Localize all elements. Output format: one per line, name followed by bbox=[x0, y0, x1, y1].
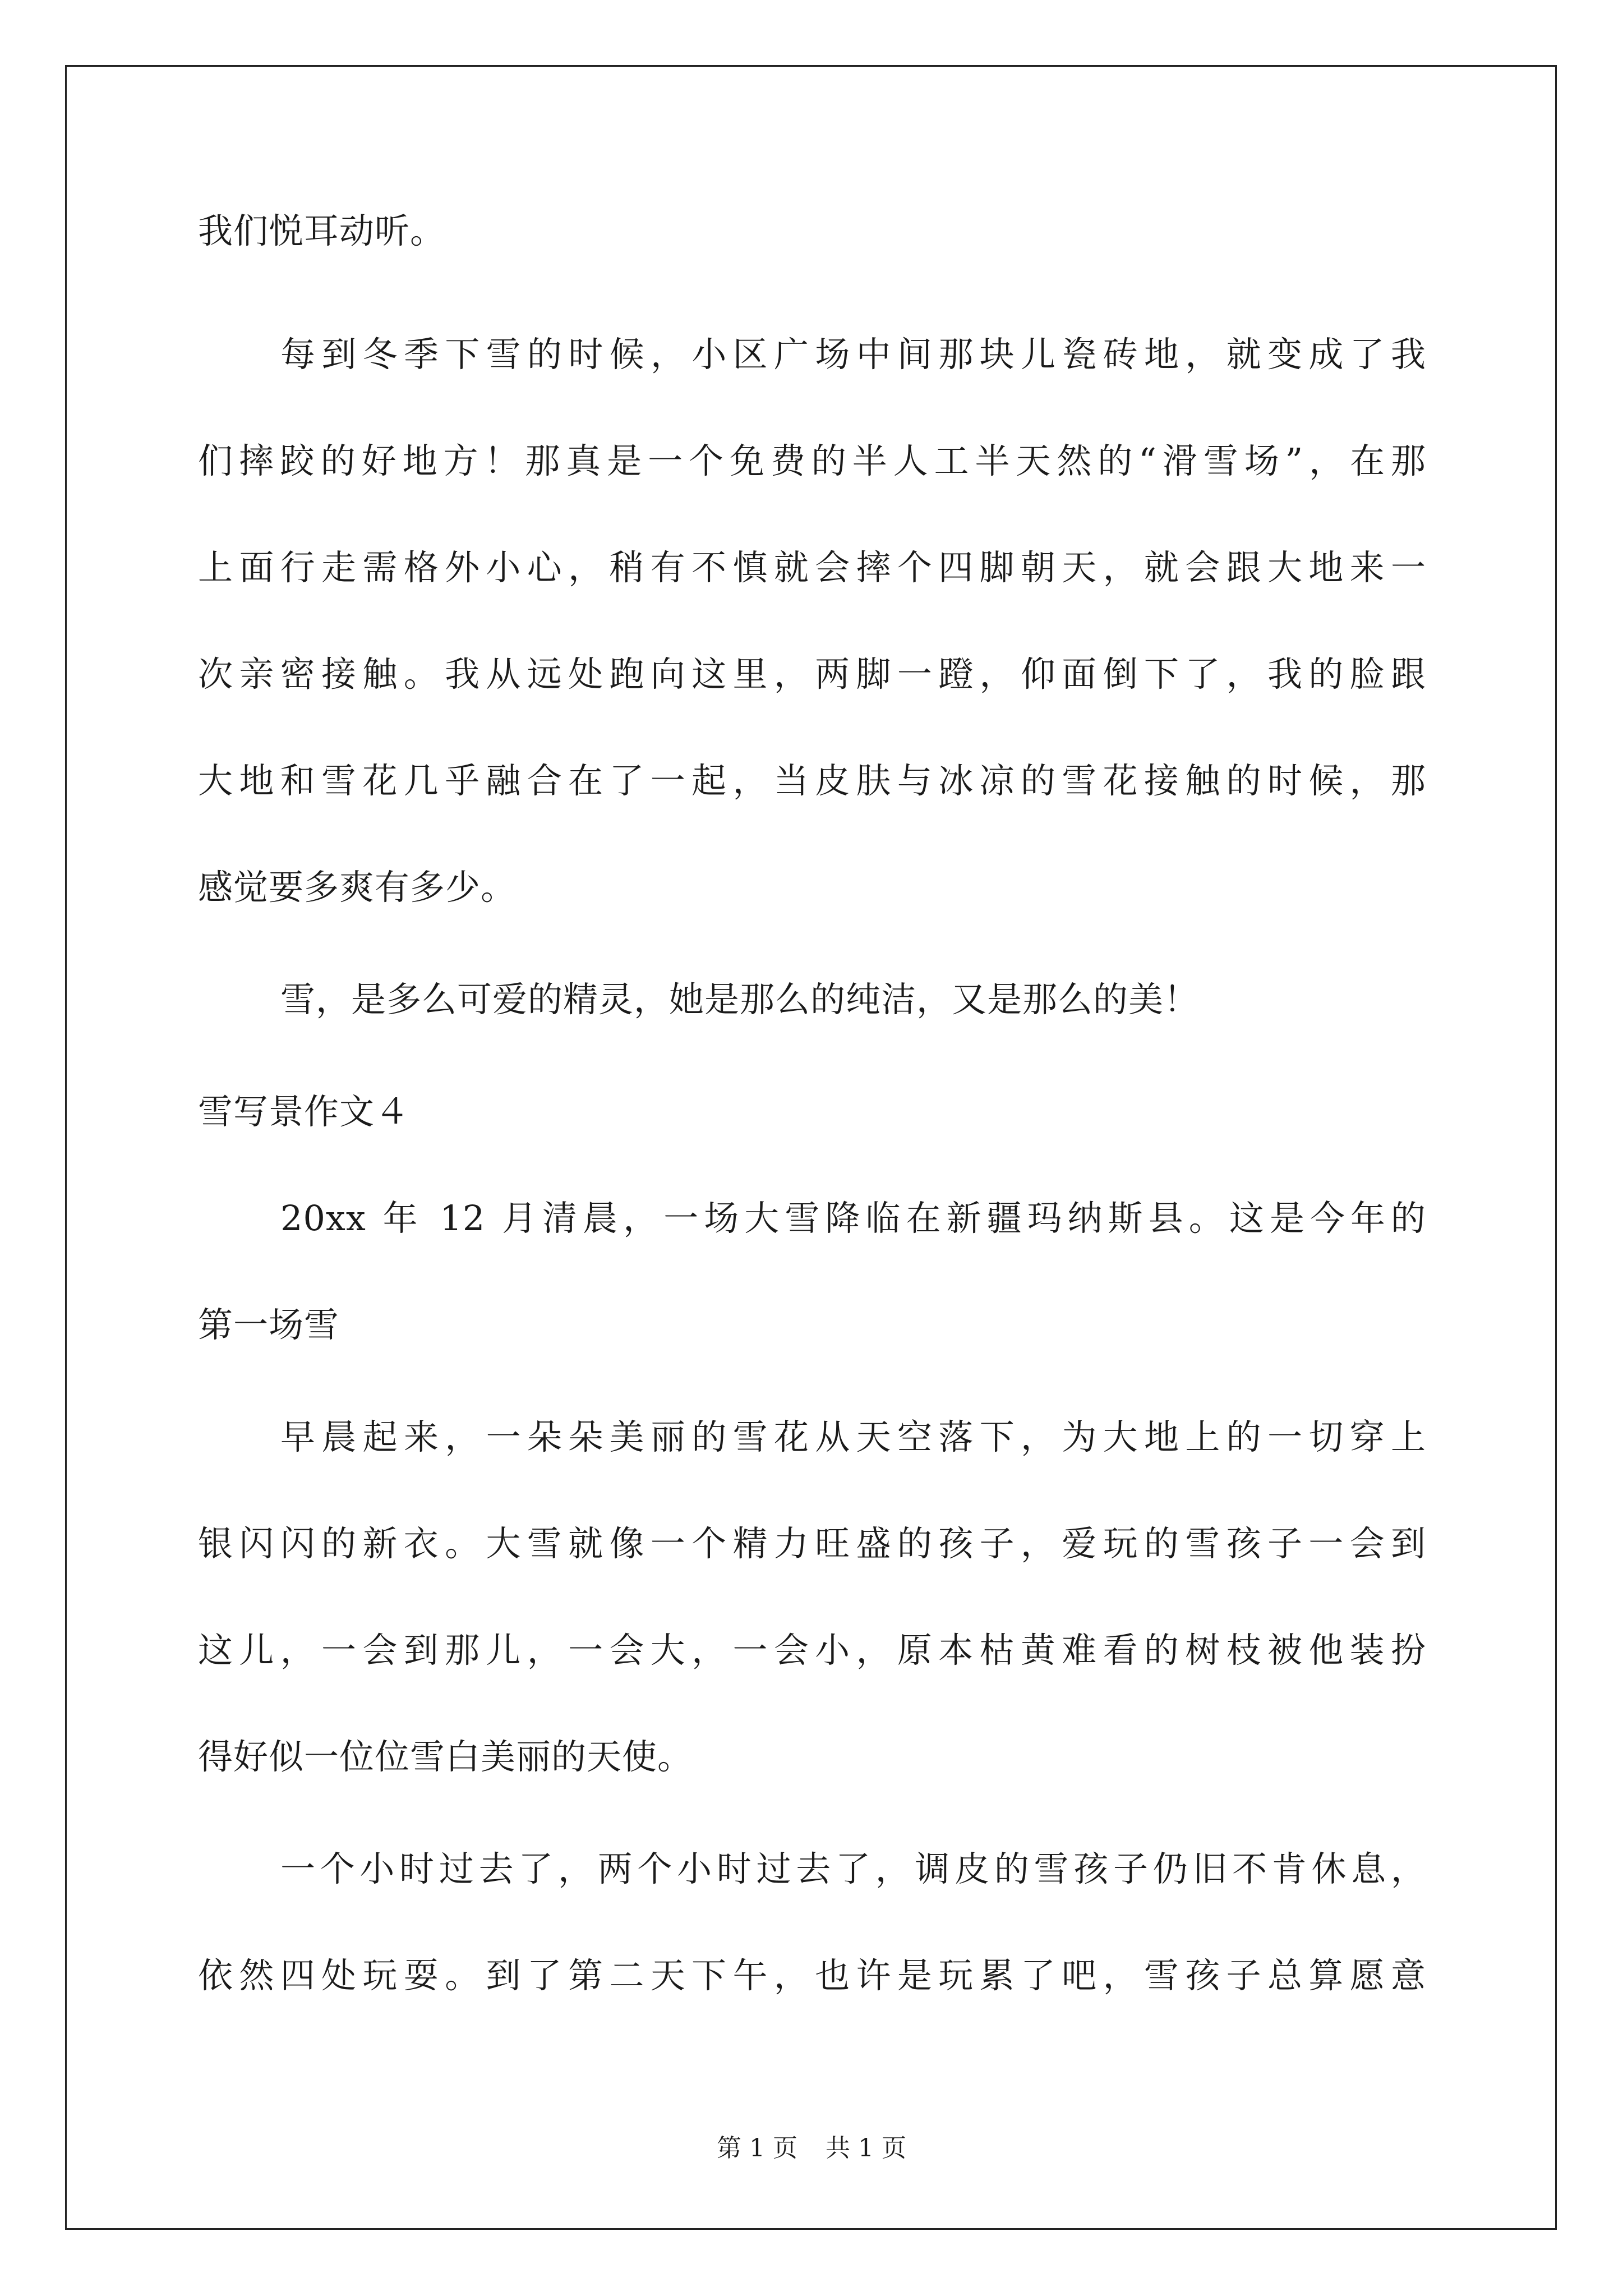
text-line: 银闪闪的新衣。大雪就像一个精力旺盛的孩子，爱玩的雪孩子一会到 bbox=[198, 1523, 1426, 1564]
text-line: 大地和雪花几乎融合在了一起，当皮肤与冰凉的雪花接触的时候，那 bbox=[198, 760, 1426, 801]
text-line: 这儿，一会到那儿，一会大，一会小，原本枯黄难看的树枝被他装扮 bbox=[198, 1630, 1426, 1671]
section-heading: 雪写景作文４ bbox=[198, 1091, 411, 1132]
paragraph-first-line: 早晨起来，一朵朵美丽的雪花从天空落下，为大地上的一切穿上 bbox=[280, 1416, 1426, 1457]
page-number: 第 1 页 bbox=[717, 2134, 797, 2162]
text-line: 感觉要多爽有多少。 bbox=[198, 867, 517, 908]
page-total: 共 1 页 bbox=[826, 2134, 906, 2162]
text-line: 依然四处玩耍。到了第二天下午，也许是玩累了吧，雪孩子总算愿意 bbox=[198, 1955, 1426, 1996]
text-line: 次亲密接触。我从远处跑向这里，两脚一蹬，仰面倒下了，我的脸跟 bbox=[198, 654, 1426, 694]
page-footer bbox=[0, 2132, 1623, 2165]
paragraph-first-line: 一个小时过去了，两个小时过去了，调皮的雪孩子仍旧不肯休息， bbox=[280, 1848, 1426, 1889]
text-line: 们摔跤的好地方！那真是一个免费的半人工半天然的“滑雪场”，在那 bbox=[198, 440, 1426, 481]
text-line: 我们悦耳动听。 bbox=[198, 210, 446, 251]
paragraph-first-line: 每到冬季下雪的时候，小区广场中间那块儿瓷砖地，就变成了我 bbox=[280, 334, 1426, 375]
text-line: 上面行走需格外小心，稍有不慎就会摔个四脚朝天，就会跟大地来一 bbox=[198, 547, 1426, 588]
paragraph-first-line: 雪，是多么可爱的精灵，她是那么的纯洁，又是那么的美！ bbox=[280, 979, 1200, 1020]
page-border bbox=[65, 65, 1557, 2230]
paragraph-first-line: 20xx 年 12 月清晨，一场大雪降临在新疆玛纳斯县。这是今年的 bbox=[280, 1198, 1426, 1239]
text-line: 得好似一位位雪白美丽的天使。 bbox=[198, 1736, 693, 1777]
text-line: 第一场雪 bbox=[198, 1304, 340, 1345]
